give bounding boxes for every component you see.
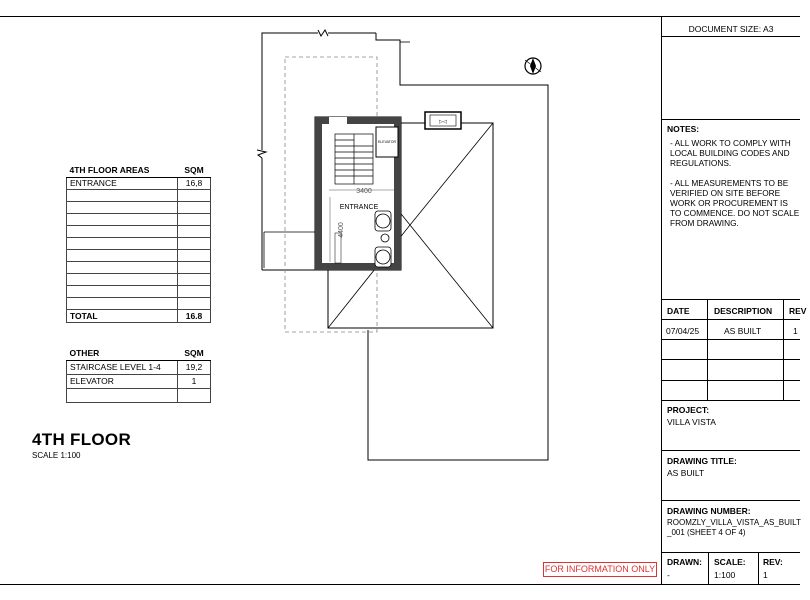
table-row bbox=[67, 189, 211, 201]
divider bbox=[662, 299, 800, 300]
rev-col-rev: REV bbox=[789, 306, 807, 316]
entrance-room-label: ENTRANCE bbox=[339, 204, 379, 211]
rev-row-date: 07/04/25 bbox=[666, 326, 700, 336]
area-name bbox=[67, 285, 178, 297]
info-only-stamp: FOR INFORMATION ONLY bbox=[543, 562, 657, 577]
other-sqm: 1 bbox=[178, 374, 211, 388]
area-name bbox=[67, 225, 178, 237]
note-1: - ALL WORK TO COMPLY WITH LOCAL BUILDING CODES AND REGULATIONS. bbox=[670, 138, 791, 168]
table-row bbox=[67, 237, 211, 249]
area-sqm bbox=[178, 261, 211, 273]
divider bbox=[662, 450, 800, 451]
table-row bbox=[67, 273, 211, 285]
table-row bbox=[67, 177, 211, 189]
area-sqm bbox=[178, 201, 211, 213]
other-name: STAIRCASE LEVEL 1-4 bbox=[67, 360, 178, 374]
table-row bbox=[67, 201, 211, 213]
total-value: 16.8 bbox=[178, 309, 211, 322]
table-row bbox=[67, 213, 211, 225]
area-sqm bbox=[178, 297, 211, 309]
area-sqm bbox=[178, 273, 211, 285]
area-sqm bbox=[178, 249, 211, 261]
areas-header-unit: SQM bbox=[178, 164, 211, 177]
svg-text:▷◁: ▷◁ bbox=[439, 119, 447, 125]
rev-col-date: DATE bbox=[667, 306, 690, 316]
area-sqm bbox=[178, 213, 211, 225]
floor-title: 4TH FLOOR bbox=[32, 430, 132, 449]
divider bbox=[662, 359, 800, 360]
total-row bbox=[67, 309, 211, 322]
drawing-number-label: DRAWING NUMBER: bbox=[667, 506, 751, 516]
document-size: DOCUMENT SIZE: A3 bbox=[688, 24, 774, 34]
dim-length: 4400 bbox=[338, 222, 345, 238]
area-name: ENTRANCE bbox=[67, 177, 178, 189]
area-name bbox=[67, 201, 178, 213]
rev-col-description: DESCRIPTION bbox=[714, 306, 773, 316]
project-label: PROJECT: bbox=[667, 405, 710, 415]
rev-label: REV: bbox=[763, 557, 783, 567]
building-outline-left bbox=[262, 33, 318, 150]
table-row bbox=[67, 225, 211, 237]
divider bbox=[662, 36, 800, 37]
floor-scale: SCALE 1:100 bbox=[32, 451, 81, 460]
table-row bbox=[67, 249, 211, 261]
table-row bbox=[67, 360, 211, 374]
break-line-top bbox=[318, 30, 328, 36]
divider bbox=[662, 380, 800, 381]
table-row bbox=[67, 261, 211, 273]
area-name bbox=[67, 297, 178, 309]
chair-lower bbox=[375, 247, 391, 267]
total-label: TOTAL bbox=[67, 309, 178, 322]
area-name bbox=[67, 189, 178, 201]
elevator-label: ELEVATOR bbox=[377, 140, 397, 144]
other-sqm bbox=[178, 388, 211, 402]
area-name bbox=[67, 213, 178, 225]
title-block bbox=[661, 16, 807, 585]
area-sqm bbox=[178, 189, 211, 201]
area-name bbox=[67, 249, 178, 261]
north-arrow-icon bbox=[525, 58, 541, 74]
drawing-title-value: AS BUILT bbox=[667, 468, 705, 478]
scale-value: 1:100 bbox=[714, 570, 736, 580]
notes-label: NOTES: bbox=[667, 124, 700, 134]
rev-row-description: AS BUILT bbox=[724, 326, 762, 336]
table-row bbox=[67, 374, 211, 388]
other-header-name: OTHER bbox=[67, 346, 178, 360]
divider bbox=[662, 500, 800, 501]
rev-value: 1 bbox=[763, 570, 768, 580]
areas-header-name: 4TH FLOOR AREAS bbox=[67, 164, 178, 177]
drawn-label: DRAWN: bbox=[667, 557, 702, 567]
drawing-number-value: ROOMZLY_VILLA_VISTA_AS_BUILT _001 (SHEET 4 OF 4) bbox=[667, 518, 801, 537]
dim-width: 3400 bbox=[356, 188, 372, 195]
area-name bbox=[67, 261, 178, 273]
floor-areas-table bbox=[66, 164, 211, 323]
other-areas-table bbox=[66, 346, 211, 403]
table-row bbox=[67, 388, 211, 402]
table-row bbox=[67, 285, 211, 297]
footer-col-divider bbox=[708, 552, 709, 585]
scale-label: SCALE: bbox=[714, 557, 746, 567]
other-name: ELEVATOR bbox=[67, 374, 178, 388]
rev-col-divider bbox=[707, 299, 708, 400]
divider bbox=[662, 319, 800, 320]
other-name bbox=[67, 388, 178, 402]
divider bbox=[662, 119, 800, 120]
rev-col-divider bbox=[783, 299, 784, 400]
table-row bbox=[67, 297, 211, 309]
drawing-title-label: DRAWING TITLE: bbox=[667, 456, 737, 466]
area-name bbox=[67, 273, 178, 285]
divider bbox=[662, 339, 800, 340]
note-2: - ALL MEASUREMENTS TO BE VERIFIED ON SITE BEFORE WORK OR PROCUREMENT IS TO COMMENCE. DO NOT SCALE FROM DRAWING. bbox=[670, 178, 800, 228]
divider bbox=[662, 552, 800, 553]
area-sqm bbox=[178, 225, 211, 237]
area-sqm: 16,8 bbox=[178, 177, 211, 189]
drawn-value: - bbox=[667, 570, 670, 580]
divider bbox=[662, 400, 800, 401]
area-name bbox=[67, 237, 178, 249]
other-header-unit: SQM bbox=[178, 346, 211, 360]
area-sqm bbox=[178, 285, 211, 297]
rev-row-rev: 1 bbox=[793, 326, 798, 336]
footer-col-divider bbox=[758, 552, 759, 585]
break-line-left bbox=[257, 150, 266, 158]
other-sqm: 19,2 bbox=[178, 360, 211, 374]
project-value: VILLA VISTA bbox=[667, 417, 716, 427]
area-sqm bbox=[178, 237, 211, 249]
